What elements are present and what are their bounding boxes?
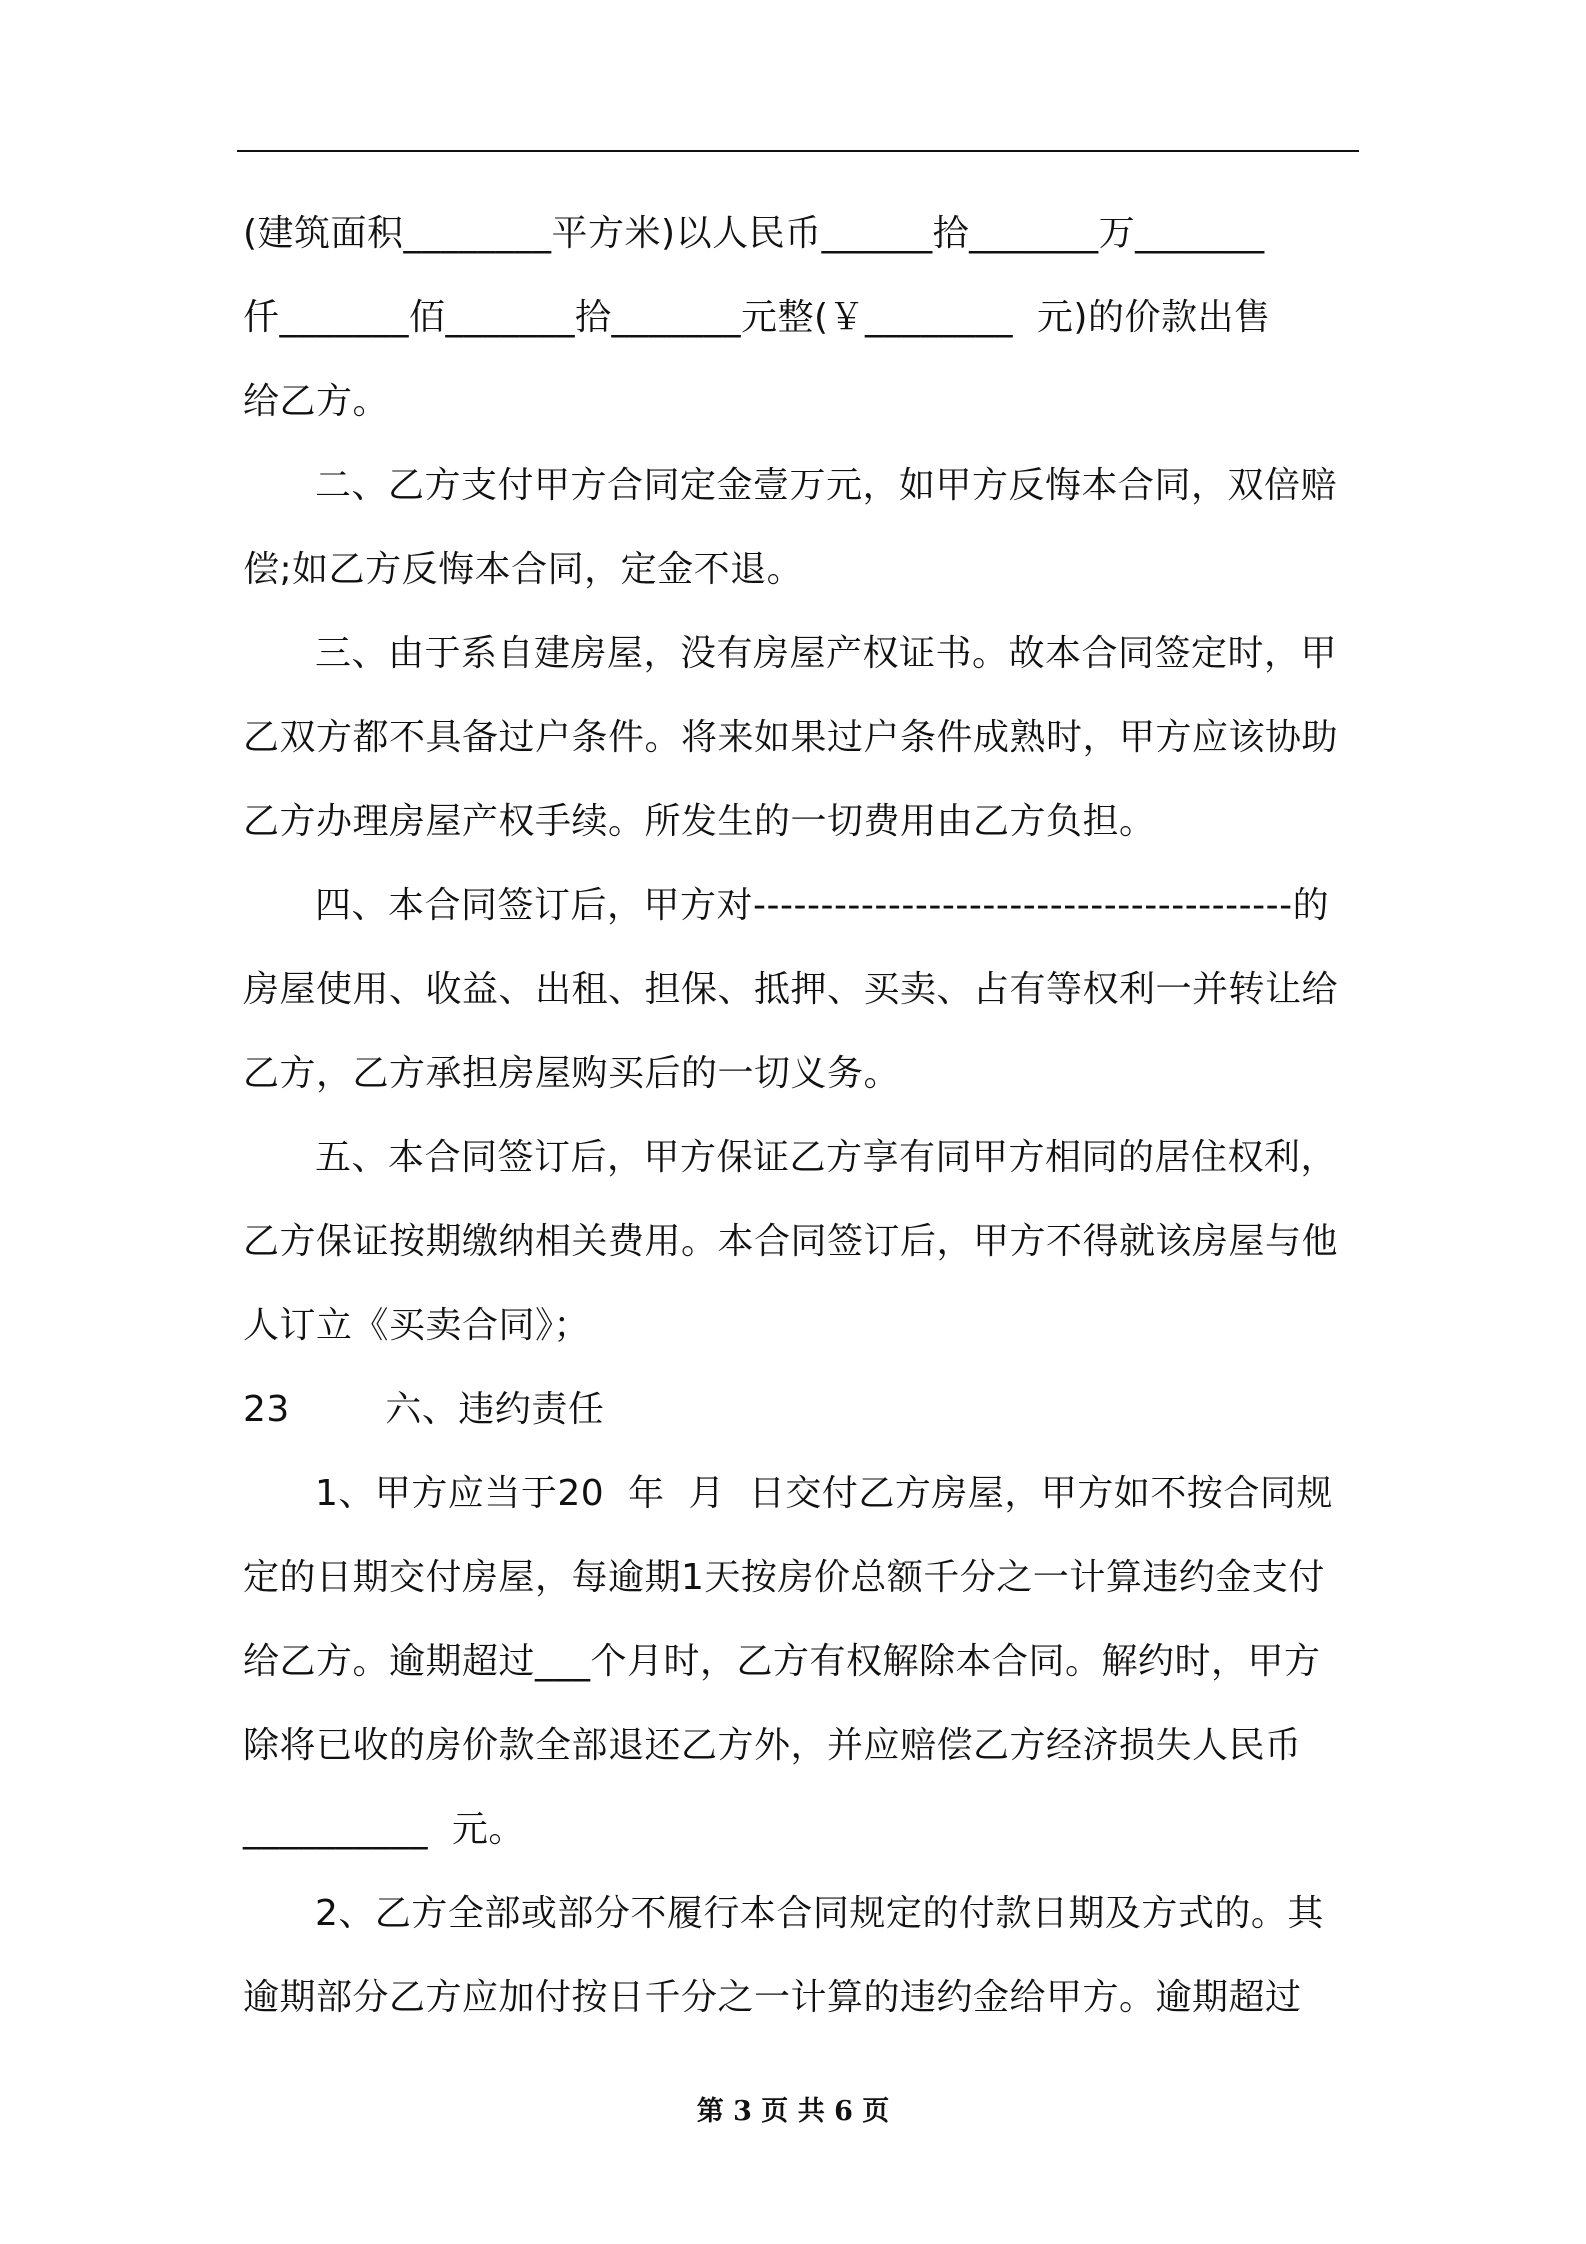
text-line: 乙双方都不具备过户条件。将来如果过户条件成熟时，甲方应该协助 <box>243 717 1339 758</box>
text-line: 给乙方。 <box>243 381 390 422</box>
text-line: 给乙方。逾期超过___个月时，乙方有权解除本合同。解约时，甲方 <box>243 1641 1321 1682</box>
paragraph-line: 四、本合同签订后，甲方对----------------------------------------的 <box>315 885 1330 926</box>
paragraph-line: 1、甲方应当于20 年 月 日交付乙方房屋，甲方如不按合同规 <box>315 1473 1333 1514</box>
text-line: 乙方办理房屋产权手续。所发生的一切费用由乙方负担。 <box>243 801 1156 842</box>
header-rule <box>237 150 1359 152</box>
text-line: 定的日期交付房屋，每逾期1天按房价总额千分之一计算违约金支付 <box>243 1557 1325 1598</box>
text-line: 仟_______佰_______拾_______元整(￥________ 元)的价款出售 <box>243 297 1271 338</box>
paragraph-line: 三、由于系自建房屋，没有房屋产权证书。故本合同签定时，甲 <box>315 633 1338 674</box>
text-line: 乙方保证按期缴纳相关费用。本合同签订后，甲方不得就该房屋与他 <box>243 1221 1339 1262</box>
paragraph-line: 五、本合同签订后，甲方保证乙方享有同甲方相同的居住权利， <box>315 1137 1338 1178</box>
text-line: __________ 元。 <box>243 1809 525 1850</box>
text-line: 偿;如乙方反悔本合同，定金不退。 <box>243 549 804 590</box>
text-line: (建筑面积________平方米)以人民币______拾_______万_______ <box>243 213 1265 254</box>
document-body <box>243 192 1359 2040</box>
text-line: 逾期部分乙方应加付按日千分之一计算的违约金给甲方。逾期超过 <box>243 1977 1302 2018</box>
page-footer: 第 3 页 共 6 页 <box>696 2096 890 2127</box>
text-line: 人订立《买卖合同》； <box>243 1305 591 1346</box>
text-line: 除将已收的房价款全部退还乙方外，并应赔偿乙方经济损失人民币 <box>243 1725 1302 1766</box>
text-line: 房屋使用、收益、出租、担保、抵押、买卖、占有等权利一并转让给 <box>243 969 1339 1010</box>
section-heading-line: 23 六、违约责任 <box>243 1389 605 1430</box>
paragraph-line: 2、乙方全部或部分不履行本合同规定的付款日期及方式的。其 <box>315 1893 1324 1934</box>
text-line: 乙方，乙方承担房屋购买后的一切义务。 <box>243 1053 901 1094</box>
paragraph-line: 二、乙方支付甲方合同定金壹万元，如甲方反悔本合同，双倍赔 <box>315 465 1338 506</box>
